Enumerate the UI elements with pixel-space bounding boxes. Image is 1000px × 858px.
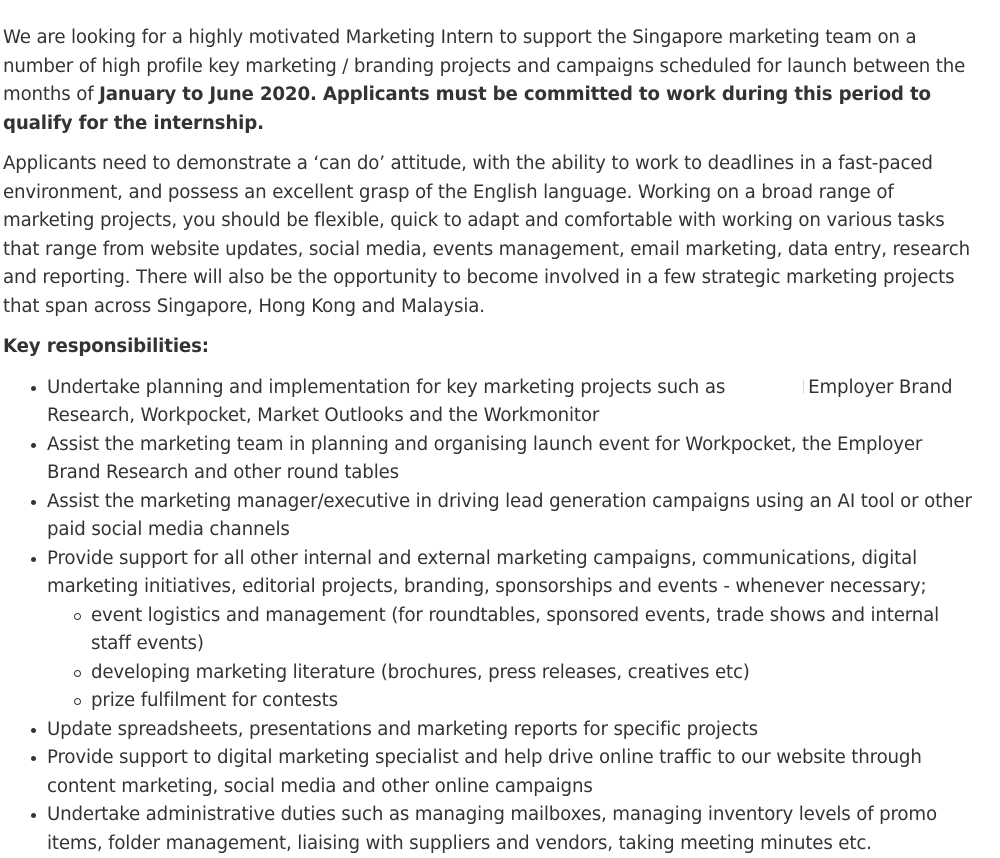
sub-list — [47, 602, 978, 716]
list-item: Assist the marketing manager/executive in driving lead generation campaigns using an AI tool or other paid social media channels — [47, 488, 978, 545]
sub-list-item: event logistics and management (for roundtables, sponsored events, trade shows and internal staff events) — [91, 602, 978, 659]
list-item: Undertake planning and implementation for key marketing projects such as Employer Brand Research, Workpocket, Market Outlooks and the Workmonitor — [47, 374, 978, 431]
responsibilities-heading: Key responsibilities: — [3, 333, 978, 362]
sub-list-item: prize fulfilment for contests — [91, 687, 978, 716]
blank-space — [725, 392, 803, 393]
list-item: Assist the marketing team in planning and organising launch event for Workpocket, the Employer Brand Research and other round tables — [47, 431, 978, 488]
intro-paragraph-1 — [3, 24, 978, 138]
sub-list-item: developing marketing literature (brochures, press releases, creatives etc) — [91, 659, 978, 688]
text-cursor-mark — [803, 380, 804, 394]
intro-paragraph-2: Applicants need to demonstrate a ‘can do’ attitude, with the ability to work to deadlines in a fast-paced environment, and possess an excellent grasp of the English language. Working on a broad range of marketing projects, you should be flexible, quick to adapt and comfortable with working on various tasks that range from website updates, social media, events management, email marketing, data entry, research and reporting. There will also be the opportunity to become involved in a few strategic marketing projects that span across Singapore, Hong Kong and Malaysia. — [3, 150, 978, 321]
intro-bold-text: January to June 2020. Applicants must be committed to work during this period to qualify for the internship. — [3, 84, 931, 134]
list-item: Update spreadsheets, presentations and marketing reports for specific projects — [47, 716, 978, 745]
list-item: Undertake administrative duties such as managing mailboxes, managing inventory levels of promo items, folder management, liaising with suppliers and vendors, taking meeting minutes etc. — [47, 801, 978, 858]
list-item: Provide support to digital marketing specialist and help drive online traffic to our website through content marketing, social media and other online campaigns — [47, 744, 978, 801]
list-item: Provide support for all other internal and external marketing campaigns, communications, digital marketing initiatives, editorial projects, branding, sponsorships and events - whenever necessary; event logistics and management (for roundtables, sponsored events, trade shows and internal staff events) developing marketing literature (brochures, press releases, creatives etc) prize fulfilment for contests — [47, 545, 978, 716]
intro-text: We are looking for a highly motivated Marketing Intern to support the Singapore marketing team on a number of high profile key marketing / branding projects and campaigns scheduled for launch between the months of — [3, 27, 965, 105]
responsibilities-list — [3, 374, 978, 858]
